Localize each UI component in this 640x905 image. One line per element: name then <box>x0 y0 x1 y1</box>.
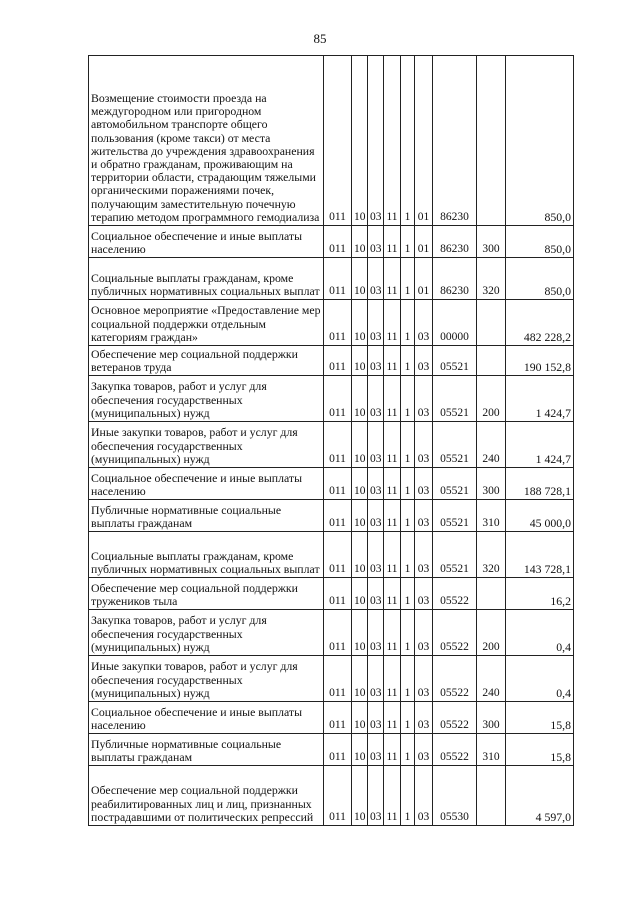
table-row <box>89 468 574 500</box>
cell-gr: 011 <box>324 532 352 578</box>
table-row <box>89 56 574 226</box>
cell-vr <box>477 578 506 610</box>
cell-subprogram: 1 <box>401 656 415 702</box>
row-name: Публичные нормативные социальные выплаты гражданам <box>89 734 324 766</box>
cell-direction: 05522 <box>433 578 477 610</box>
cell-subprogram: 1 <box>401 500 415 532</box>
cell-vr: 310 <box>477 500 506 532</box>
cell-event: 03 <box>415 468 433 500</box>
cell-rz: 10 <box>352 258 368 300</box>
cell-sum: 143 728,1 <box>506 532 574 578</box>
table-row <box>89 226 574 258</box>
cell-pr: 03 <box>368 422 384 468</box>
cell-vr <box>477 346 506 376</box>
row-name: Публичные нормативные социальные выплаты гражданам <box>89 500 324 532</box>
table-row <box>89 734 574 766</box>
cell-rz: 10 <box>352 734 368 766</box>
cell-subprogram: 1 <box>401 578 415 610</box>
row-name: Социальные выплаты гражданам, кроме публичных нормативных социальных выплат <box>89 258 324 300</box>
table-row <box>89 346 574 376</box>
cell-sum: 0,4 <box>506 656 574 702</box>
cell-vr: 300 <box>477 468 506 500</box>
cell-event: 03 <box>415 734 433 766</box>
cell-gr: 011 <box>324 656 352 702</box>
table-row <box>89 376 574 422</box>
cell-direction: 05521 <box>433 422 477 468</box>
cell-vr: 320 <box>477 258 506 300</box>
cell-event: 01 <box>415 56 433 226</box>
table-row <box>89 300 574 346</box>
row-name: Закупка товаров, работ и услуг для обеспечения государственных (муниципальных) нужд <box>89 376 324 422</box>
cell-event: 03 <box>415 422 433 468</box>
table-body <box>89 56 574 826</box>
budget-table <box>88 55 574 826</box>
cell-vr: 240 <box>477 422 506 468</box>
cell-subprogram: 1 <box>401 702 415 734</box>
row-name: Социальные выплаты гражданам, кроме публичных нормативных социальных выплат <box>89 532 324 578</box>
cell-sum: 482 228,2 <box>506 300 574 346</box>
table-row <box>89 702 574 734</box>
cell-pr: 03 <box>368 346 384 376</box>
cell-direction: 05522 <box>433 610 477 656</box>
cell-gr: 011 <box>324 500 352 532</box>
cell-program: 11 <box>384 500 401 532</box>
table-row <box>89 766 574 826</box>
cell-gr: 011 <box>324 578 352 610</box>
cell-program: 11 <box>384 226 401 258</box>
cell-direction: 05521 <box>433 468 477 500</box>
table-row <box>89 258 574 300</box>
row-name: Социальное обеспечение и иные выплаты населению <box>89 226 324 258</box>
cell-vr: 310 <box>477 734 506 766</box>
cell-event: 01 <box>415 226 433 258</box>
cell-direction: 00000 <box>433 300 477 346</box>
cell-vr: 300 <box>477 226 506 258</box>
cell-gr: 011 <box>324 734 352 766</box>
cell-rz: 10 <box>352 702 368 734</box>
cell-rz: 10 <box>352 468 368 500</box>
cell-direction: 05521 <box>433 376 477 422</box>
cell-sum: 1 424,7 <box>506 422 574 468</box>
cell-direction: 05521 <box>433 346 477 376</box>
cell-direction: 86230 <box>433 56 477 226</box>
cell-pr: 03 <box>368 578 384 610</box>
cell-program: 11 <box>384 656 401 702</box>
cell-subprogram: 1 <box>401 532 415 578</box>
row-name: Социальное обеспечение и иные выплаты населению <box>89 468 324 500</box>
cell-program: 11 <box>384 258 401 300</box>
page-number: 85 <box>313 31 327 46</box>
cell-subprogram: 1 <box>401 226 415 258</box>
cell-pr: 03 <box>368 56 384 226</box>
cell-pr: 03 <box>368 500 384 532</box>
cell-program: 11 <box>384 578 401 610</box>
cell-subprogram: 1 <box>401 766 415 826</box>
cell-subprogram: 1 <box>401 300 415 346</box>
cell-sum: 850,0 <box>506 56 574 226</box>
cell-direction: 05521 <box>433 532 477 578</box>
cell-rz: 10 <box>352 656 368 702</box>
cell-pr: 03 <box>368 610 384 656</box>
row-name: Иные закупки товаров, работ и услуг для обеспечения государственных (муниципальных) нужд <box>89 422 324 468</box>
cell-rz: 10 <box>352 300 368 346</box>
table-row <box>89 532 574 578</box>
cell-program: 11 <box>384 610 401 656</box>
cell-vr <box>477 300 506 346</box>
cell-rz: 10 <box>352 610 368 656</box>
cell-program: 11 <box>384 468 401 500</box>
cell-event: 03 <box>415 300 433 346</box>
cell-pr: 03 <box>368 766 384 826</box>
cell-event: 03 <box>415 578 433 610</box>
cell-program: 11 <box>384 702 401 734</box>
cell-direction: 05522 <box>433 734 477 766</box>
cell-event: 03 <box>415 656 433 702</box>
cell-gr: 011 <box>324 258 352 300</box>
table-row <box>89 656 574 702</box>
cell-pr: 03 <box>368 532 384 578</box>
cell-event: 03 <box>415 766 433 826</box>
row-name: Возмещение стоимости проезда на междугородном или пригородном автомобильном транспорте общего пользования (кроме такси) от места жительства до учреждения здравоохранения и обратно гражданам, проживающим на территории области, страдающим тяжелыми органическими поражениями почек, получающим заместительную почечную терапию методом программного гемодиализа <box>89 56 324 226</box>
cell-sum: 15,8 <box>506 734 574 766</box>
cell-sum: 850,0 <box>506 258 574 300</box>
cell-event: 03 <box>415 702 433 734</box>
cell-vr <box>477 766 506 826</box>
cell-gr: 011 <box>324 346 352 376</box>
cell-rz: 10 <box>352 532 368 578</box>
cell-program: 11 <box>384 766 401 826</box>
cell-direction: 86230 <box>433 258 477 300</box>
table-row <box>89 422 574 468</box>
row-name: Основное мероприятие «Предоставление мер социальной поддержки отдельным категориям граждан» <box>89 300 324 346</box>
cell-direction: 86230 <box>433 226 477 258</box>
row-name: Иные закупки товаров, работ и услуг для обеспечения государственных (муниципальных) нужд <box>89 656 324 702</box>
cell-program: 11 <box>384 734 401 766</box>
cell-sum: 1 424,7 <box>506 376 574 422</box>
cell-event: 03 <box>415 346 433 376</box>
cell-gr: 011 <box>324 766 352 826</box>
cell-vr: 200 <box>477 376 506 422</box>
cell-vr <box>477 56 506 226</box>
cell-program: 11 <box>384 376 401 422</box>
cell-vr: 300 <box>477 702 506 734</box>
cell-rz: 10 <box>352 422 368 468</box>
cell-direction: 05522 <box>433 656 477 702</box>
cell-subprogram: 1 <box>401 422 415 468</box>
table-row <box>89 610 574 656</box>
cell-subprogram: 1 <box>401 376 415 422</box>
cell-event: 03 <box>415 500 433 532</box>
cell-sum: 190 152,8 <box>506 346 574 376</box>
cell-sum: 0,4 <box>506 610 574 656</box>
cell-vr: 200 <box>477 610 506 656</box>
cell-pr: 03 <box>368 468 384 500</box>
cell-subprogram: 1 <box>401 56 415 226</box>
cell-pr: 03 <box>368 656 384 702</box>
cell-event: 03 <box>415 610 433 656</box>
cell-program: 11 <box>384 532 401 578</box>
cell-pr: 03 <box>368 376 384 422</box>
cell-pr: 03 <box>368 300 384 346</box>
cell-rz: 10 <box>352 766 368 826</box>
cell-gr: 011 <box>324 376 352 422</box>
cell-program: 11 <box>384 56 401 226</box>
cell-subprogram: 1 <box>401 734 415 766</box>
table-row <box>89 500 574 532</box>
cell-rz: 10 <box>352 226 368 258</box>
row-name: Обеспечение мер социальной поддержки ветеранов труда <box>89 346 324 376</box>
cell-gr: 011 <box>324 226 352 258</box>
cell-subprogram: 1 <box>401 468 415 500</box>
cell-gr: 011 <box>324 702 352 734</box>
cell-event: 01 <box>415 258 433 300</box>
cell-rz: 10 <box>352 376 368 422</box>
row-name: Социальное обеспечение и иные выплаты населению <box>89 702 324 734</box>
cell-pr: 03 <box>368 734 384 766</box>
cell-direction: 05530 <box>433 766 477 826</box>
cell-vr: 320 <box>477 532 506 578</box>
row-name: Закупка товаров, работ и услуг для обеспечения государственных (муниципальных) нужд <box>89 610 324 656</box>
cell-program: 11 <box>384 300 401 346</box>
cell-sum: 4 597,0 <box>506 766 574 826</box>
cell-direction: 05522 <box>433 702 477 734</box>
cell-rz: 10 <box>352 56 368 226</box>
cell-gr: 011 <box>324 300 352 346</box>
cell-sum: 16,2 <box>506 578 574 610</box>
row-name: Обеспечение мер социальной поддержки тружеников тыла <box>89 578 324 610</box>
cell-rz: 10 <box>352 578 368 610</box>
cell-gr: 011 <box>324 468 352 500</box>
table-row <box>89 578 574 610</box>
cell-direction: 05521 <box>433 500 477 532</box>
cell-sum: 188 728,1 <box>506 468 574 500</box>
cell-sum: 15,8 <box>506 702 574 734</box>
cell-pr: 03 <box>368 702 384 734</box>
cell-pr: 03 <box>368 258 384 300</box>
cell-vr: 240 <box>477 656 506 702</box>
cell-subprogram: 1 <box>401 610 415 656</box>
cell-gr: 011 <box>324 56 352 226</box>
cell-pr: 03 <box>368 226 384 258</box>
cell-program: 11 <box>384 346 401 376</box>
cell-event: 03 <box>415 376 433 422</box>
cell-program: 11 <box>384 422 401 468</box>
cell-rz: 10 <box>352 500 368 532</box>
cell-subprogram: 1 <box>401 346 415 376</box>
cell-event: 03 <box>415 532 433 578</box>
cell-gr: 011 <box>324 610 352 656</box>
row-name: Обеспечение мер социальной поддержки реабилитированных лиц и лиц, признанных пострадавшими от политических репрессий <box>89 766 324 826</box>
cell-sum: 45 000,0 <box>506 500 574 532</box>
cell-subprogram: 1 <box>401 258 415 300</box>
cell-gr: 011 <box>324 422 352 468</box>
cell-sum: 850,0 <box>506 226 574 258</box>
cell-rz: 10 <box>352 346 368 376</box>
